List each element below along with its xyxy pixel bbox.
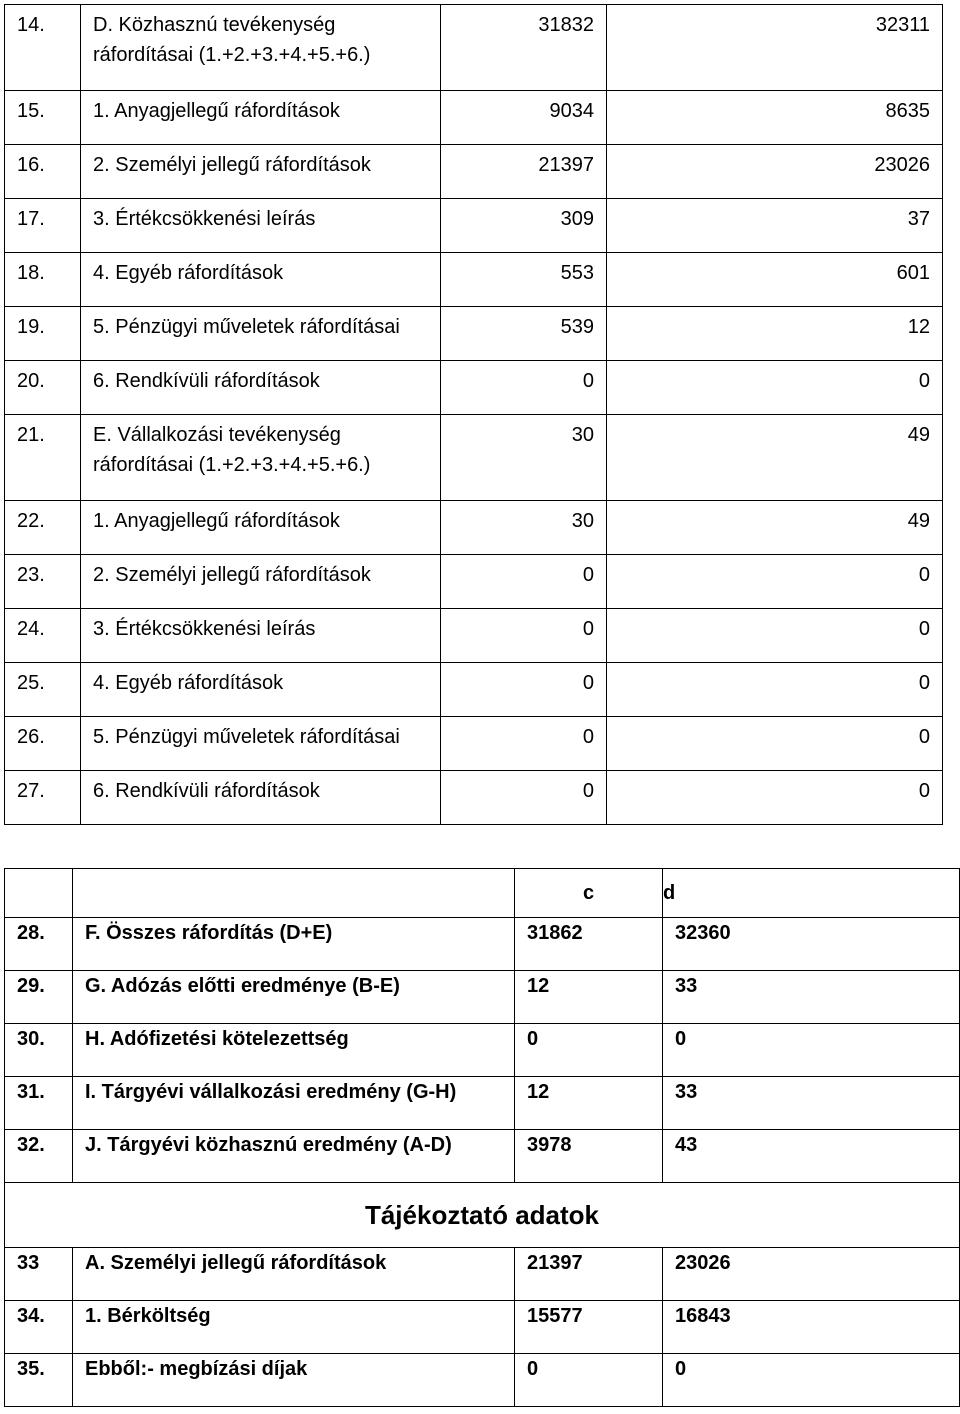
row-label: 1. Anyagjellegű ráfordítások xyxy=(81,91,441,145)
row-label: 4. Egyéb ráfordítások xyxy=(81,253,441,307)
row-label: A. Személyi jellegű ráfordítások xyxy=(73,1248,515,1301)
row-number: 28. xyxy=(5,918,73,971)
value-d: 16843 xyxy=(663,1301,960,1354)
table-row xyxy=(5,415,943,501)
table-row xyxy=(5,918,960,971)
value-d: 8635 xyxy=(607,91,943,145)
value-d: 601 xyxy=(607,253,943,307)
table-row xyxy=(5,663,943,717)
row-number: 18. xyxy=(5,253,81,307)
row-label: 4. Egyéb ráfordítások xyxy=(81,663,441,717)
row-label: 1. Bérköltség xyxy=(73,1301,515,1354)
row-label: 1. Anyagjellegű ráfordítások xyxy=(81,501,441,555)
value-c: 0 xyxy=(515,1354,663,1407)
value-c: 3978 xyxy=(515,1130,663,1183)
row-number: 23. xyxy=(5,555,81,609)
value-d: 12 xyxy=(607,307,943,361)
row-label: 6. Rendkívüli ráfordítások xyxy=(81,771,441,825)
value-c: 0 xyxy=(441,609,607,663)
row-number: 15. xyxy=(5,91,81,145)
row-label: 5. Pénzügyi műveletek ráfordításai xyxy=(81,717,441,771)
row-label: 5. Pénzügyi műveletek ráfordításai xyxy=(81,307,441,361)
value-d: 0 xyxy=(607,771,943,825)
value-d: 32311 xyxy=(607,5,943,91)
value-d: 23026 xyxy=(663,1248,960,1301)
row-label: E. Vállalkozási tevékenység ráfordításai (1.+2.+3.+4.+5.+6.) xyxy=(81,415,441,501)
table-row xyxy=(5,1301,960,1354)
header-cell-empty xyxy=(5,869,73,918)
row-label: D. Közhasznú tevékenység ráfordításai (1.+2.+3.+4.+5.+6.) xyxy=(81,5,441,91)
row-number: 17. xyxy=(5,199,81,253)
value-d: 0 xyxy=(607,663,943,717)
header-cell-empty xyxy=(73,869,515,918)
row-label: 6. Rendkívüli ráfordítások xyxy=(81,361,441,415)
value-d: 49 xyxy=(607,415,943,501)
row-number: 30. xyxy=(5,1024,73,1077)
column-header-row xyxy=(5,869,960,918)
table-row xyxy=(5,501,943,555)
table-row xyxy=(5,717,943,771)
value-c: 12 xyxy=(515,971,663,1024)
summary-table xyxy=(4,868,960,1407)
table-row xyxy=(5,1354,960,1407)
value-d: 33 xyxy=(663,971,960,1024)
value-d: 43 xyxy=(663,1130,960,1183)
table-row xyxy=(5,971,960,1024)
table-row xyxy=(5,199,943,253)
row-label: 3. Értékcsökkenési leírás xyxy=(81,609,441,663)
value-c: 15577 xyxy=(515,1301,663,1354)
value-c: 0 xyxy=(441,555,607,609)
value-d: 0 xyxy=(607,609,943,663)
row-label: J. Tárgyévi közhasznú eredmény (A-D) xyxy=(73,1130,515,1183)
row-number: 33 xyxy=(5,1248,73,1301)
row-number: 32. xyxy=(5,1130,73,1183)
value-d: 23026 xyxy=(607,145,943,199)
row-number: 20. xyxy=(5,361,81,415)
table-row xyxy=(5,555,943,609)
value-d: 0 xyxy=(663,1024,960,1077)
value-d: 0 xyxy=(607,555,943,609)
value-d: 0 xyxy=(607,361,943,415)
row-number: 19. xyxy=(5,307,81,361)
value-d: 0 xyxy=(663,1354,960,1407)
row-label: 2. Személyi jellegű ráfordítások xyxy=(81,555,441,609)
value-c: 0 xyxy=(441,361,607,415)
row-label: 3. Értékcsökkenési leírás xyxy=(81,199,441,253)
column-header-d: d xyxy=(663,869,960,918)
value-c: 0 xyxy=(515,1024,663,1077)
value-c: 21397 xyxy=(515,1248,663,1301)
row-number: 22. xyxy=(5,501,81,555)
value-c: 31832 xyxy=(441,5,607,91)
value-c: 21397 xyxy=(441,145,607,199)
value-c: 309 xyxy=(441,199,607,253)
table-row xyxy=(5,361,943,415)
value-c: 31862 xyxy=(515,918,663,971)
table-row xyxy=(5,145,943,199)
table-row xyxy=(5,253,943,307)
row-number: 16. xyxy=(5,145,81,199)
table-row xyxy=(5,771,943,825)
column-header-c: c xyxy=(515,869,663,918)
value-d: 32360 xyxy=(663,918,960,971)
row-number: 14. xyxy=(5,5,81,91)
value-c: 12 xyxy=(515,1077,663,1130)
expenses-table xyxy=(4,4,943,825)
row-number: 26. xyxy=(5,717,81,771)
row-number: 21. xyxy=(5,415,81,501)
row-number: 35. xyxy=(5,1354,73,1407)
value-d: 33 xyxy=(663,1077,960,1130)
value-c: 0 xyxy=(441,663,607,717)
row-number: 27. xyxy=(5,771,81,825)
table-row xyxy=(5,5,943,91)
section-title-row xyxy=(5,1183,960,1248)
value-c: 553 xyxy=(441,253,607,307)
section-title: Tájékoztató adatok xyxy=(5,1183,960,1248)
table-row xyxy=(5,307,943,361)
row-number: 31. xyxy=(5,1077,73,1130)
value-c: 0 xyxy=(441,717,607,771)
value-d: 37 xyxy=(607,199,943,253)
value-d: 49 xyxy=(607,501,943,555)
value-c: 0 xyxy=(441,771,607,825)
row-number: 29. xyxy=(5,971,73,1024)
row-label: G. Adózás előtti eredménye (B-E) xyxy=(73,971,515,1024)
row-label: I. Tárgyévi vállalkozási eredmény (G-H) xyxy=(73,1077,515,1130)
value-c: 30 xyxy=(441,415,607,501)
value-c: 9034 xyxy=(441,91,607,145)
table-row xyxy=(5,91,943,145)
value-c: 30 xyxy=(441,501,607,555)
table-row xyxy=(5,609,943,663)
row-number: 24. xyxy=(5,609,81,663)
row-label: 2. Személyi jellegű ráfordítások xyxy=(81,145,441,199)
value-c: 539 xyxy=(441,307,607,361)
table-row xyxy=(5,1024,960,1077)
table-row xyxy=(5,1248,960,1301)
row-number: 25. xyxy=(5,663,81,717)
value-d: 0 xyxy=(607,717,943,771)
table-row xyxy=(5,1130,960,1183)
table-row xyxy=(5,1077,960,1130)
row-number: 34. xyxy=(5,1301,73,1354)
row-label: Ebből:- megbízási díjak xyxy=(73,1354,515,1407)
row-label: H. Adófizetési kötelezettség xyxy=(73,1024,515,1077)
row-label: F. Összes ráfordítás (D+E) xyxy=(73,918,515,971)
